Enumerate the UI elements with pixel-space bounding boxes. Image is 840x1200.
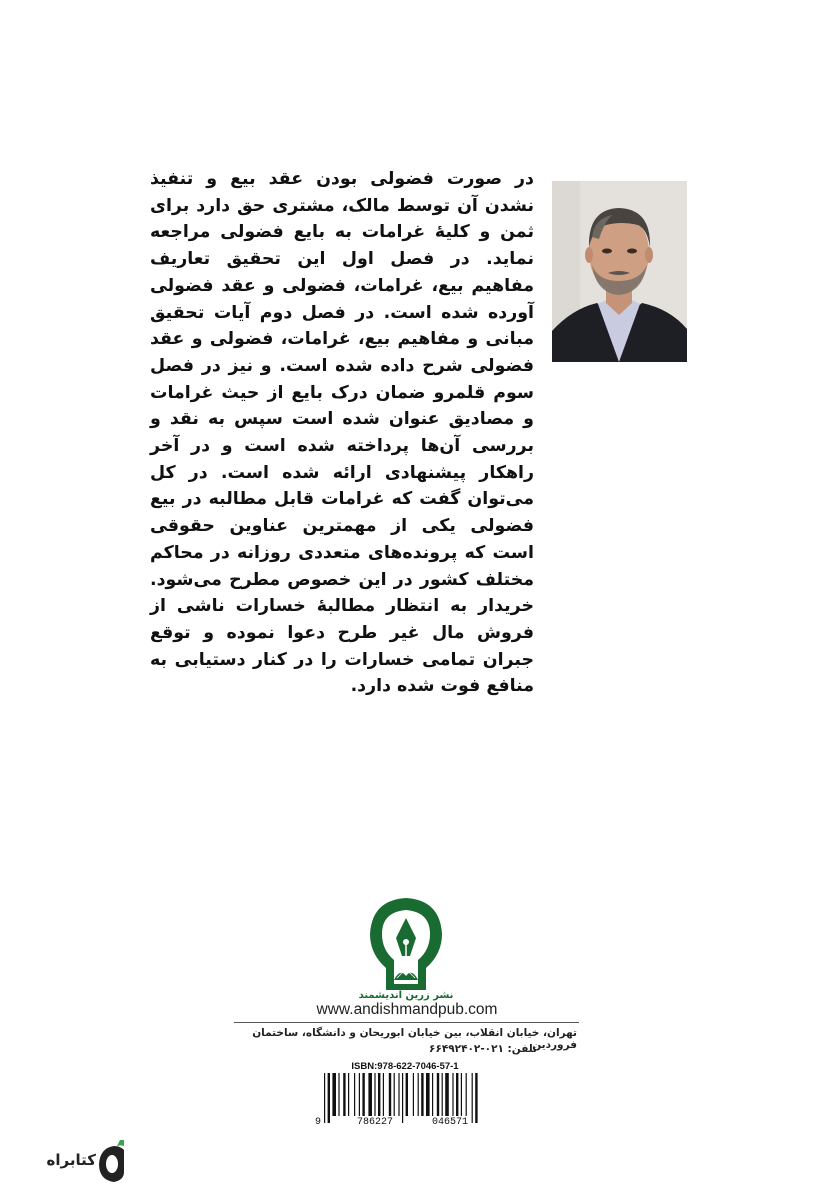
barcode-bar bbox=[338, 1073, 339, 1116]
barcode-bar bbox=[472, 1073, 473, 1123]
ketabrah-badge bbox=[46, 1138, 126, 1184]
barcode-bar bbox=[432, 1073, 433, 1116]
publisher-website: www.andishmandpub.com bbox=[316, 1001, 498, 1018]
isbn-barcode bbox=[314, 1061, 496, 1130]
barcode-bar bbox=[475, 1073, 477, 1123]
barcode-bar bbox=[324, 1073, 325, 1123]
barcode-bar bbox=[389, 1073, 391, 1116]
publisher-phone: تلفن: ۰۲۱-۶۶۴۹۲۴۰۲ bbox=[429, 1043, 537, 1055]
barcode-bar bbox=[466, 1073, 467, 1116]
barcode-bar bbox=[437, 1073, 439, 1116]
barcode-bar bbox=[418, 1073, 419, 1116]
barcode-digits-right: 046571 bbox=[432, 1117, 469, 1128]
barcode-bar bbox=[348, 1073, 349, 1116]
isbn-label: ISBN:978-622-7046-57-1 bbox=[351, 1061, 459, 1072]
barcode-bar bbox=[445, 1073, 449, 1116]
barcode-bar bbox=[378, 1073, 380, 1116]
barcode-bar bbox=[368, 1073, 372, 1116]
barcode-bar bbox=[406, 1073, 408, 1116]
barcode-bar bbox=[461, 1073, 462, 1116]
barcode-bar bbox=[452, 1073, 453, 1116]
barcode-bar bbox=[442, 1073, 443, 1116]
barcode-bar bbox=[332, 1073, 336, 1116]
barcode-bar bbox=[343, 1073, 345, 1116]
divider bbox=[234, 1022, 579, 1023]
barcode-bar bbox=[359, 1073, 360, 1116]
barcode-bar bbox=[421, 1073, 423, 1116]
publisher-name: نشر زرین اندیشمند bbox=[358, 990, 454, 1001]
barcode-bar bbox=[374, 1073, 375, 1116]
barcode-bar bbox=[413, 1073, 414, 1116]
barcode-bar bbox=[456, 1073, 458, 1116]
barcode-bar bbox=[362, 1073, 364, 1116]
ketabrah-label: کتابراه bbox=[46, 1151, 96, 1169]
barcode-digits-left: 786227 bbox=[357, 1117, 394, 1128]
barcode-bar bbox=[354, 1073, 355, 1116]
barcode-bar bbox=[426, 1073, 430, 1116]
barcode-bar bbox=[402, 1073, 403, 1123]
barcode-bar bbox=[398, 1073, 399, 1116]
publisher-logo-icon bbox=[364, 894, 448, 1002]
ketabrah-logo-icon bbox=[96, 1138, 126, 1188]
publisher-address: تهران، خیابان انقلاب، بین خیابان ابوریحان و دانشگاه، ساختمان فروردین bbox=[252, 1027, 577, 1051]
author-photo bbox=[552, 181, 687, 362]
barcode-bar bbox=[383, 1073, 384, 1116]
barcode-bar bbox=[328, 1073, 330, 1123]
back-cover-blurb: در صورت فضولی بودن عقد بیع و تنفیذ نشدن آن توسط مالک، مشتری حق دارد برای ثمن و کلیهٔ غرامات به بایع فضولی مراجعه نماید. در فصل اول این تحقیق تعاریف مفاهیم بیع، غرامات، فضولی و عقد فضولی آورده شده است. در فصل دوم آیات تحقیق مبانی و مفاهیم بیع، غرامات، فضولی و عقد فضولی شرح داده شده است. و نیز در فصل سوم قلمرو ضمان درک بایع از حیث غرامات و مصادیق عنوان شده است سپس به نقد و بررسی آن‌ها پرداخته شده است و در آخر راهکار پیشنهادی ارائه شده است. در کل می‌توان گفت که غرامات قابل مطالبه در بیع فضولی یکی از مهمترین عناوین حقوقی است که پرونده‌های متعددی روزانه در محاکم مختلف کشور در این خصوص مطرح می‌شود. خریدار به انتظار مطالبهٔ خسارات ناشی از فروش مال غیر طرح دعوا نموده و توقع جبران تمامی خسارات را در کنار دستیابی به منافع فوت شده دارد. bbox=[150, 169, 534, 697]
barcode-bar bbox=[394, 1073, 395, 1116]
barcode-digit-lead: 9 bbox=[315, 1117, 322, 1128]
